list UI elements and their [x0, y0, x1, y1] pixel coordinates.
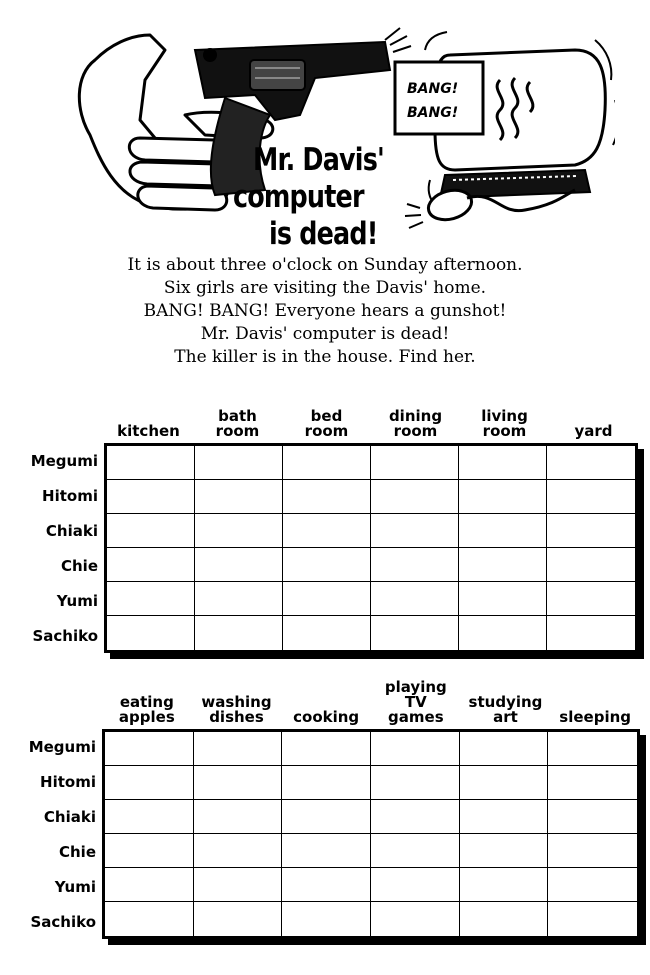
grid-cell[interactable] [371, 548, 459, 582]
column-header-line: dishes [209, 708, 264, 726]
grid-cell[interactable] [460, 766, 549, 800]
grid-cell[interactable] [547, 446, 635, 480]
row-header: Chie [60, 556, 98, 575]
column-header [543, 393, 644, 439]
grid-cell[interactable] [371, 514, 459, 548]
grid-cell[interactable] [459, 446, 547, 480]
grid-cell[interactable] [283, 514, 371, 548]
grid-cell[interactable] [547, 548, 635, 582]
column-header-line: cooking [293, 708, 360, 726]
column-header [455, 679, 557, 725]
grid-cell[interactable] [194, 732, 283, 766]
story-line: BANG! BANG! Everyone hears a gunshot! [143, 301, 507, 321]
column-header-line: bath [218, 407, 257, 425]
column-header-line: bed [310, 407, 343, 425]
story-text [0, 254, 650, 369]
column-header [96, 679, 198, 725]
grid-cell[interactable] [460, 868, 549, 902]
title-line-1: Mr. Davis' [253, 142, 384, 178]
grid-cell[interactable] [371, 766, 460, 800]
grid-cell[interactable] [459, 514, 547, 548]
grid-cell[interactable] [105, 766, 194, 800]
grid-cell[interactable] [194, 902, 283, 936]
column-header [186, 679, 288, 725]
story-line: Six girls are visiting the Davis' home. [163, 278, 487, 298]
column-header [454, 393, 555, 439]
column-header-line: room [215, 422, 260, 440]
column-header-line: sleeping [559, 708, 632, 726]
answer-grid [102, 729, 640, 939]
grid-cell[interactable] [371, 800, 460, 834]
grid-cell[interactable] [107, 514, 195, 548]
grid-cell[interactable] [460, 834, 549, 868]
column-header [365, 679, 467, 725]
grid-cell[interactable] [460, 902, 549, 936]
grid-cell[interactable] [283, 446, 371, 480]
grid-cell[interactable] [195, 480, 283, 514]
grid-cell[interactable] [105, 800, 194, 834]
grid-cell[interactable] [105, 732, 194, 766]
grid-cell[interactable] [282, 800, 371, 834]
column-header-line: washing [201, 693, 272, 711]
grid-cell[interactable] [283, 582, 371, 616]
column-header-line: room [393, 422, 438, 440]
grid-cell[interactable] [107, 446, 195, 480]
grid-cell[interactable] [548, 732, 637, 766]
grid-cell[interactable] [371, 480, 459, 514]
column-header-line: room [304, 422, 349, 440]
column-header [187, 393, 288, 439]
grid-cell[interactable] [195, 582, 283, 616]
grid-cell[interactable] [371, 868, 460, 902]
grid-cell[interactable] [459, 548, 547, 582]
muzzle-blast-lines [385, 28, 411, 52]
row-header: Sachiko [30, 912, 96, 931]
grid-cell[interactable] [195, 616, 283, 650]
answer-grid [104, 443, 638, 653]
grid-cell[interactable] [194, 834, 283, 868]
grid-cell[interactable] [107, 548, 195, 582]
grid-cell[interactable] [195, 548, 283, 582]
column-header-line: eating [119, 693, 174, 711]
grid-cell[interactable] [105, 868, 194, 902]
grid-cell[interactable] [283, 616, 371, 650]
grid-cell[interactable] [548, 834, 637, 868]
column-header [275, 679, 377, 725]
grid-cell[interactable] [371, 582, 459, 616]
column-header-line: room [482, 422, 527, 440]
column-header [544, 679, 646, 725]
grid-cell[interactable] [194, 800, 283, 834]
grid-cell[interactable] [282, 868, 371, 902]
column-header-line: playing [384, 678, 447, 696]
grid-cell[interactable] [548, 868, 637, 902]
row-header: Megumi [28, 737, 96, 756]
row-header: Hitomi [42, 486, 98, 505]
grid-cell[interactable] [548, 800, 637, 834]
row-header: Chiaki [43, 807, 96, 826]
column-header-line: dining [388, 407, 443, 425]
bang-label-1: BANG! [407, 81, 459, 97]
grid-cell[interactable] [194, 868, 283, 902]
grid-cell[interactable] [548, 766, 637, 800]
column-header [98, 393, 199, 439]
grid-cell[interactable] [371, 834, 460, 868]
story-line: Mr. Davis' computer is dead! [200, 324, 450, 344]
column-header-line: TV [404, 693, 427, 711]
title-line-3: is dead! [269, 216, 378, 252]
grid-cell[interactable] [282, 834, 371, 868]
column-header [365, 393, 466, 439]
grid-cell[interactable] [460, 732, 549, 766]
grid-cell[interactable] [282, 732, 371, 766]
grid-cell[interactable] [105, 902, 194, 936]
grid-cell[interactable] [371, 446, 459, 480]
row-header: Chie [58, 842, 96, 861]
row-header: Yumi [54, 877, 96, 896]
grid-cell[interactable] [195, 514, 283, 548]
header-illustration [55, 20, 615, 250]
grid-cell[interactable] [371, 732, 460, 766]
grid-cell[interactable] [547, 616, 635, 650]
grid-cell[interactable] [282, 766, 371, 800]
grid-cell[interactable] [548, 902, 637, 936]
row-header: Chiaki [45, 521, 98, 540]
grid-cell[interactable] [283, 548, 371, 582]
story-line: The killer is in the house. Find her. [174, 347, 476, 367]
grid-cell[interactable] [459, 582, 547, 616]
grid-cell[interactable] [371, 616, 459, 650]
grid-cell[interactable] [107, 616, 195, 650]
bang-label-2: BANG! [407, 105, 459, 121]
grid-cell[interactable] [459, 480, 547, 514]
grid-cell[interactable] [459, 616, 547, 650]
grid-cell[interactable] [282, 902, 371, 936]
column-header-line: yard [574, 422, 613, 440]
grid-cell[interactable] [547, 480, 635, 514]
row-header: Megumi [30, 451, 98, 470]
row-header: Hitomi [40, 772, 96, 791]
grid-cell[interactable] [547, 582, 635, 616]
grid-cell[interactable] [107, 480, 195, 514]
grid-cell[interactable] [371, 902, 460, 936]
column-header [276, 393, 377, 439]
grid-cell[interactable] [194, 766, 283, 800]
column-header-line: studying [468, 693, 543, 711]
grid-cell[interactable] [195, 446, 283, 480]
column-header-line: kitchen [117, 422, 180, 440]
grid-cell[interactable] [107, 582, 195, 616]
grid-cell[interactable] [547, 514, 635, 548]
grid-cell[interactable] [460, 800, 549, 834]
grid-cell[interactable] [105, 834, 194, 868]
row-header: Sachiko [32, 626, 98, 645]
column-header-line: apples [118, 708, 175, 726]
column-header-line: art [493, 708, 518, 726]
row-header: Yumi [56, 591, 98, 610]
column-header-line: games [388, 708, 444, 726]
story-line: It is about three o'clock on Sunday afternoon. [127, 255, 523, 275]
title-line-2: computer [233, 179, 364, 215]
column-header-line: living [481, 407, 528, 425]
grid-cell[interactable] [283, 480, 371, 514]
